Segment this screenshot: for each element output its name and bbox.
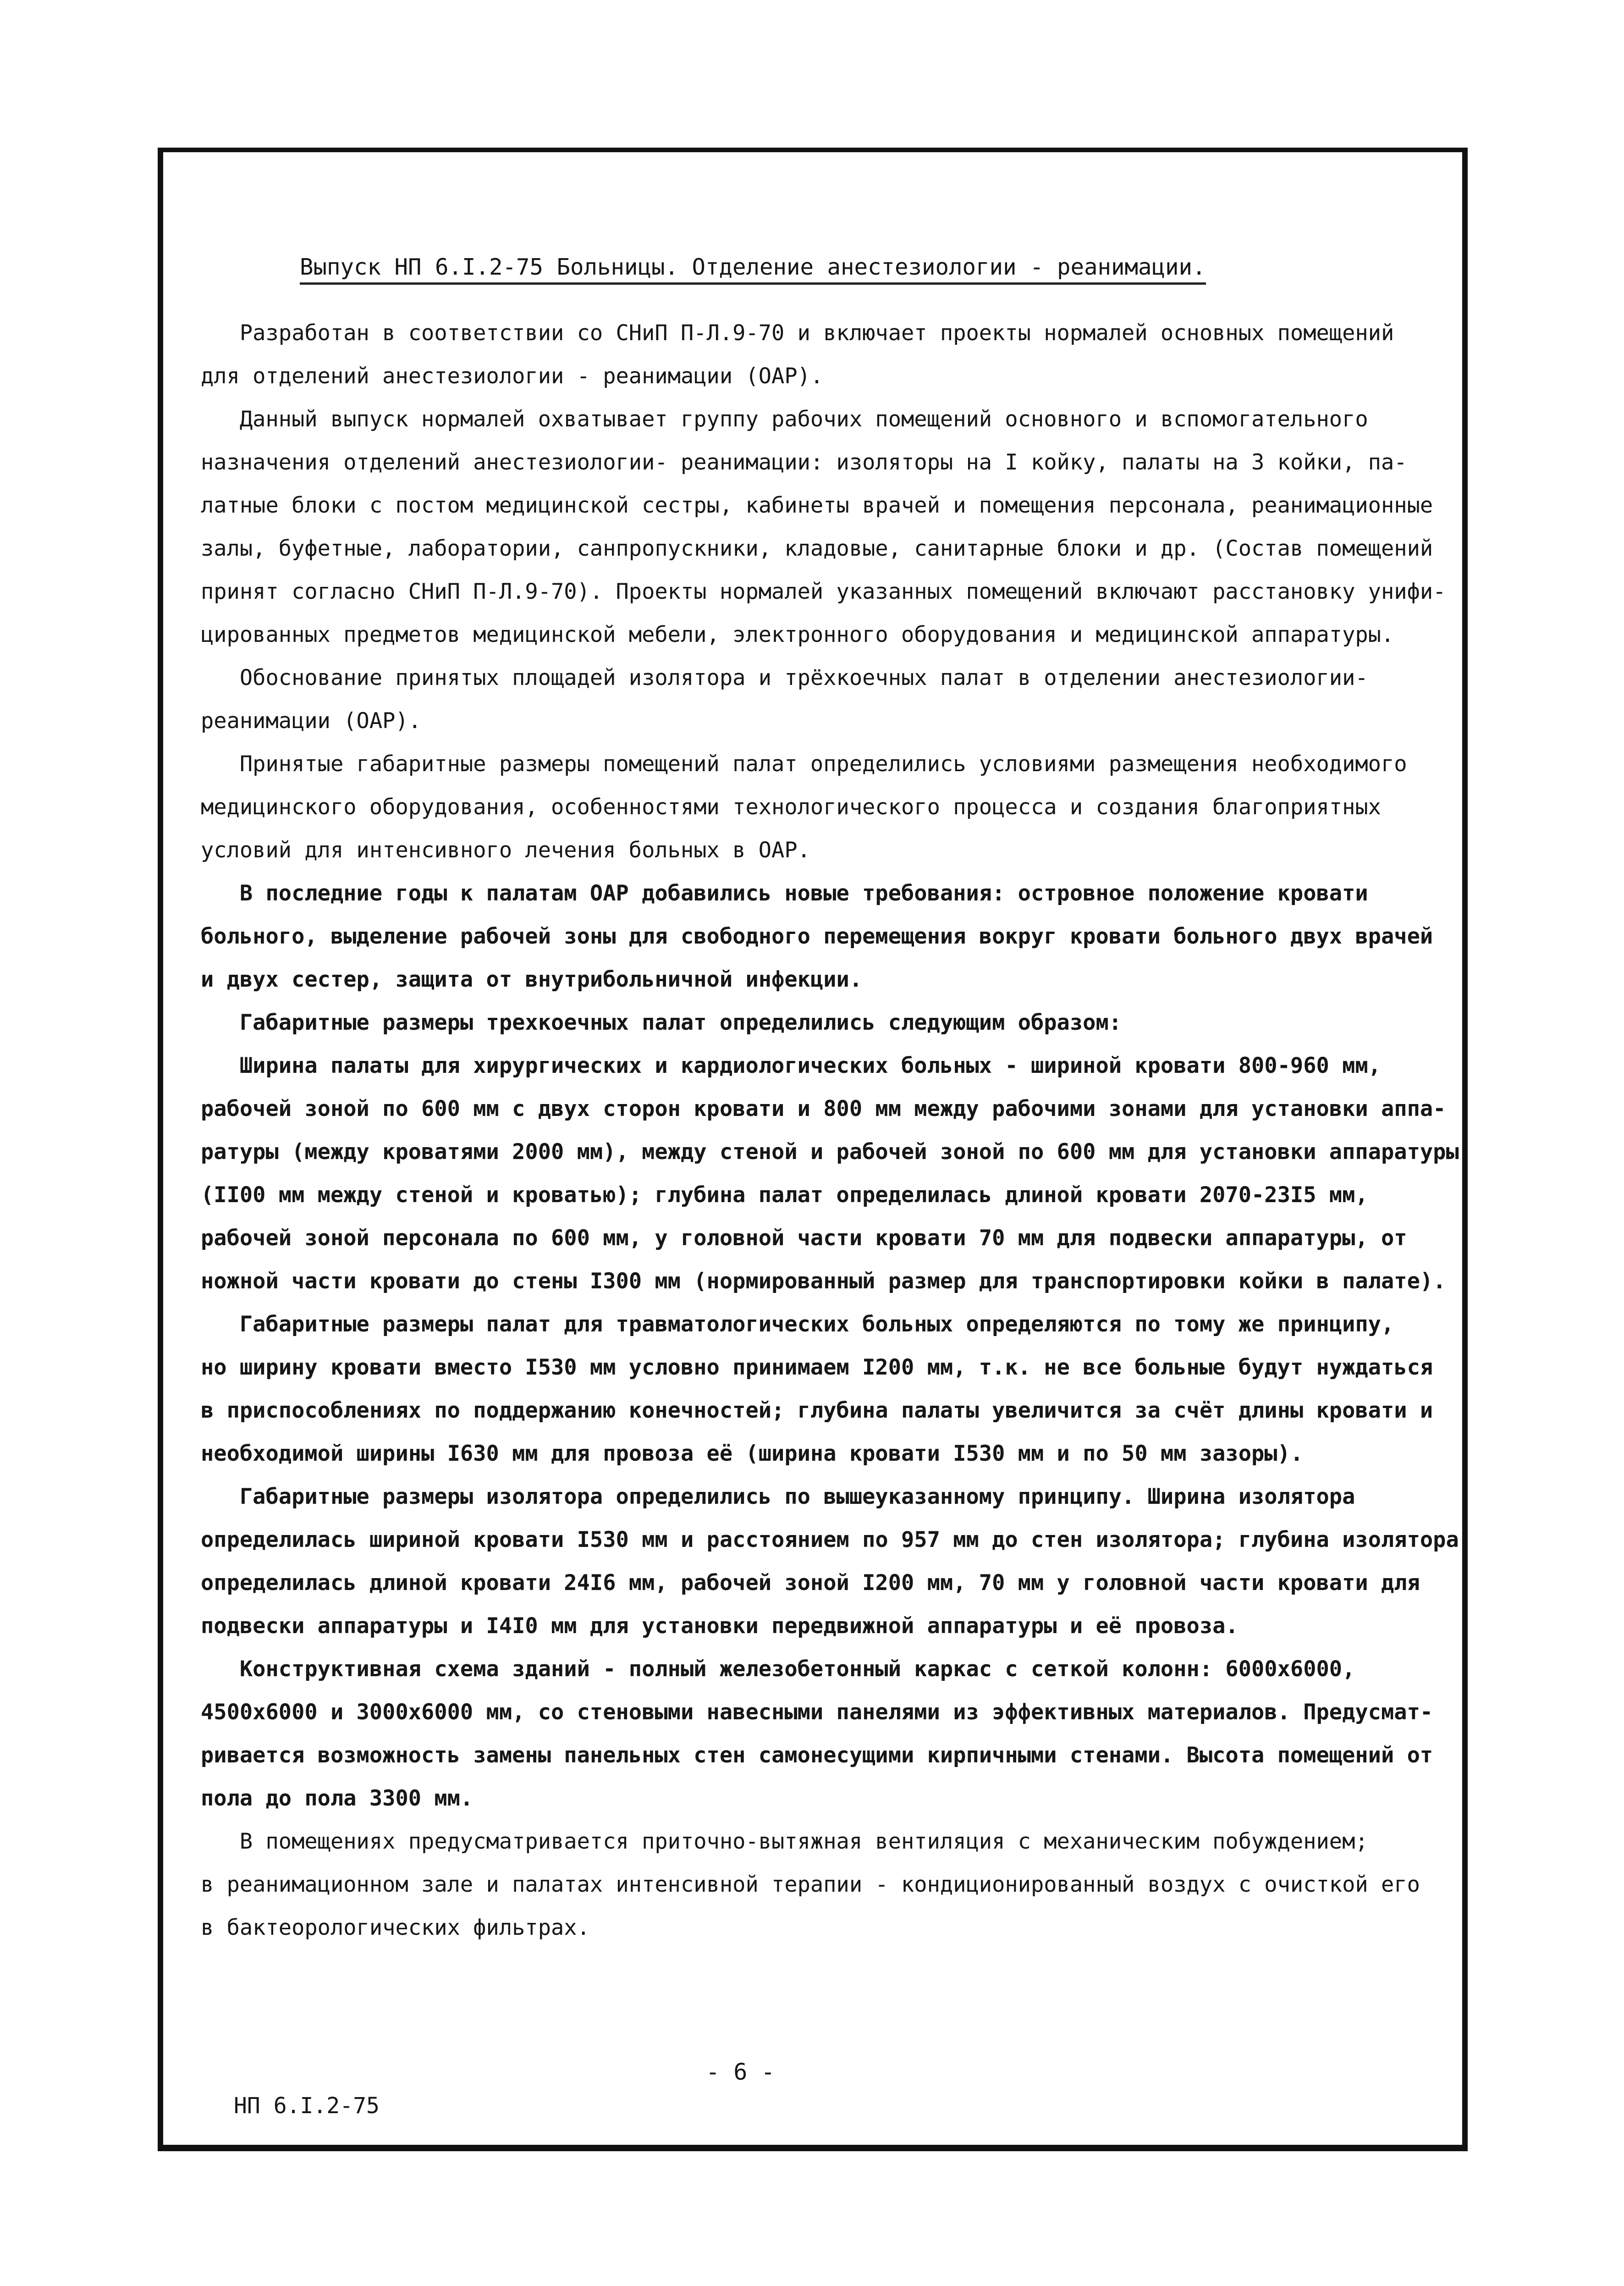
text-line: рабочей зоной персонала по 600 мм, у головной части кровати 70 мм для подвески аппаратуры, от — [201, 1226, 1407, 1251]
text-line: ривается возможность замены панельных стен самонесущими кирпичными стенами. Высота помещений от — [201, 1743, 1433, 1768]
paragraph — [201, 398, 1446, 657]
text-line: принят согласно СНиП П-Л.9-70). Проекты нормалей указанных помещений включают расстановку унифи- — [201, 579, 1446, 604]
text-line: (II00 мм между стеной и кроватью); глубина палат определилась длиной кровати 2070-23I5 мм, — [201, 1182, 1368, 1208]
paragraph — [201, 1044, 1459, 1303]
text-line: необходимой ширины I630 мм для провоза её (ширина кровати I530 мм и по 50 мм зазоры). — [201, 1441, 1304, 1466]
paragraph — [201, 657, 1415, 743]
text-line: В последние годы к палатам ОАР добавились новые требования: островное положение кровати — [201, 881, 1368, 906]
paragraph — [201, 1303, 1433, 1475]
paragraph — [201, 872, 1433, 1001]
text-line: залы, буфетные, лаборатории, санпропускники, кладовые, санитарные блоки и др. (Состав помещений — [201, 536, 1433, 561]
paragraph — [201, 1001, 1415, 1044]
text-line: В помещениях предусматривается приточно-вытяжная вентиляция с механическим побуждением; — [201, 1829, 1368, 1854]
paragraph — [201, 312, 1415, 398]
paragraph — [201, 743, 1415, 872]
text-line: Ширина палаты для хирургических и кардиологических больных - шириной кровати 800-960 мм, — [201, 1053, 1381, 1078]
text-line: и двух сестер, защита от внутрибольничной инфекции. — [201, 967, 863, 992]
text-line: Данный выпуск нормалей охватывает группу рабочих помещений основного и вспомогательного — [201, 407, 1368, 432]
document-body — [201, 312, 1459, 1949]
text-line: Габаритные размеры палат для травматологических больных определяются по тому же принципу, — [201, 1312, 1394, 1337]
paragraph — [201, 1648, 1433, 1820]
text-line: определилась длиной кровати 24I6 мм, рабочей зоной I200 мм, 70 мм у головной части кровати для — [201, 1570, 1420, 1596]
paragraph — [201, 1820, 1420, 1949]
text-line: Габаритные размеры изолятора определились по вышеуказанному принципу. Ширина изолятора — [201, 1484, 1355, 1509]
text-line: латные блоки с постом медицинской сестры, кабинеты врачей и помещения персонала, реанимационные — [201, 493, 1433, 518]
text-line: для отделений анестезиологии - реанимации (ОАР). — [201, 364, 824, 389]
text-line: условий для интенсивного лечения больных в ОАР. — [201, 838, 810, 863]
text-line: пола до пола 3300 мм. — [201, 1786, 473, 1811]
text-line: медицинского оборудования, особенностями технологического процесса и создания благоприятных — [201, 795, 1381, 820]
text-line: Разработан в соответствии со СНиП П-Л.9-70 и включает проекты нормалей основных помещений — [201, 320, 1394, 346]
text-line: подвески аппаратуры и I4I0 мм для установки передвижной аппаратуры и её провоза. — [201, 1613, 1239, 1639]
paragraph — [201, 1475, 1459, 1648]
text-line: Конструктивная схема зданий - полный железобетонный каркас с сеткой колонн: 6000x6000, — [201, 1657, 1355, 1682]
text-line: Принятые габаритные размеры помещений палат определились условиями размещения необходимого — [201, 751, 1407, 777]
text-line: в реанимационном зале и палатах интенсивной терапии - кондиционированный воздух с очисткой его — [201, 1872, 1420, 1897]
text-line: в приспособлениях по поддержанию конечностей; глубина палаты увеличится за счёт длины кровати и — [201, 1398, 1433, 1423]
document-code: НП 6.I.2-75 — [234, 2093, 380, 2119]
text-line: назначения отделений анестезиологии- реанимации: изоляторы на I койку, палаты на 3 койки, па- — [201, 450, 1407, 475]
text-line: определилась шириной кровати I530 мм и расстоянием по 957 мм до стен изолятора; глубина изолятора — [201, 1527, 1459, 1552]
document-header — [300, 251, 1206, 285]
text-line: рабочей зоной по 600 мм с двух сторон кровати и 800 мм между рабочими зонами для установки аппа- — [201, 1096, 1446, 1121]
text-line: реанимации (ОАР). — [201, 708, 422, 734]
text-line: цированных предметов медицинской мебели, электронного оборудования и медицинской аппаратуры. — [201, 622, 1394, 647]
text-line: больного, выделение рабочей зоны для свободного перемещения вокруг кровати больного двух врачей — [201, 924, 1433, 949]
text-line: в бактеорологических фильтрах. — [201, 1915, 590, 1940]
page-number: - 6 - — [706, 2059, 775, 2085]
text-line: ножной части кровати до стены I300 мм (нормированный размер для транспортировки койки в палате). — [201, 1269, 1446, 1294]
text-line: Габаритные размеры трехкоечных палат определились следующим образом: — [201, 1010, 1122, 1035]
text-line: но ширину кровати вместо I530 мм условно принимаем I200 мм, т.к. не все больные будут нуждаться — [201, 1355, 1433, 1380]
text-line: Обоснование принятых площадей изолятора и трёхкоечных палат в отделении анестезиологии- — [201, 665, 1368, 690]
text-line: ратуры (между кроватями 2000 мм), между стеной и рабочей зоной по 600 мм для установки аппаратуры — [201, 1139, 1459, 1165]
header-title: Выпуск НП 6.I.2-75 Больницы. Отделение анестезиологии - реанимации. — [300, 253, 1206, 285]
text-line: 4500x6000 и 3000x6000 мм, со стеновыми навесными панелями из эффективных материалов. Предусмат- — [201, 1700, 1433, 1725]
